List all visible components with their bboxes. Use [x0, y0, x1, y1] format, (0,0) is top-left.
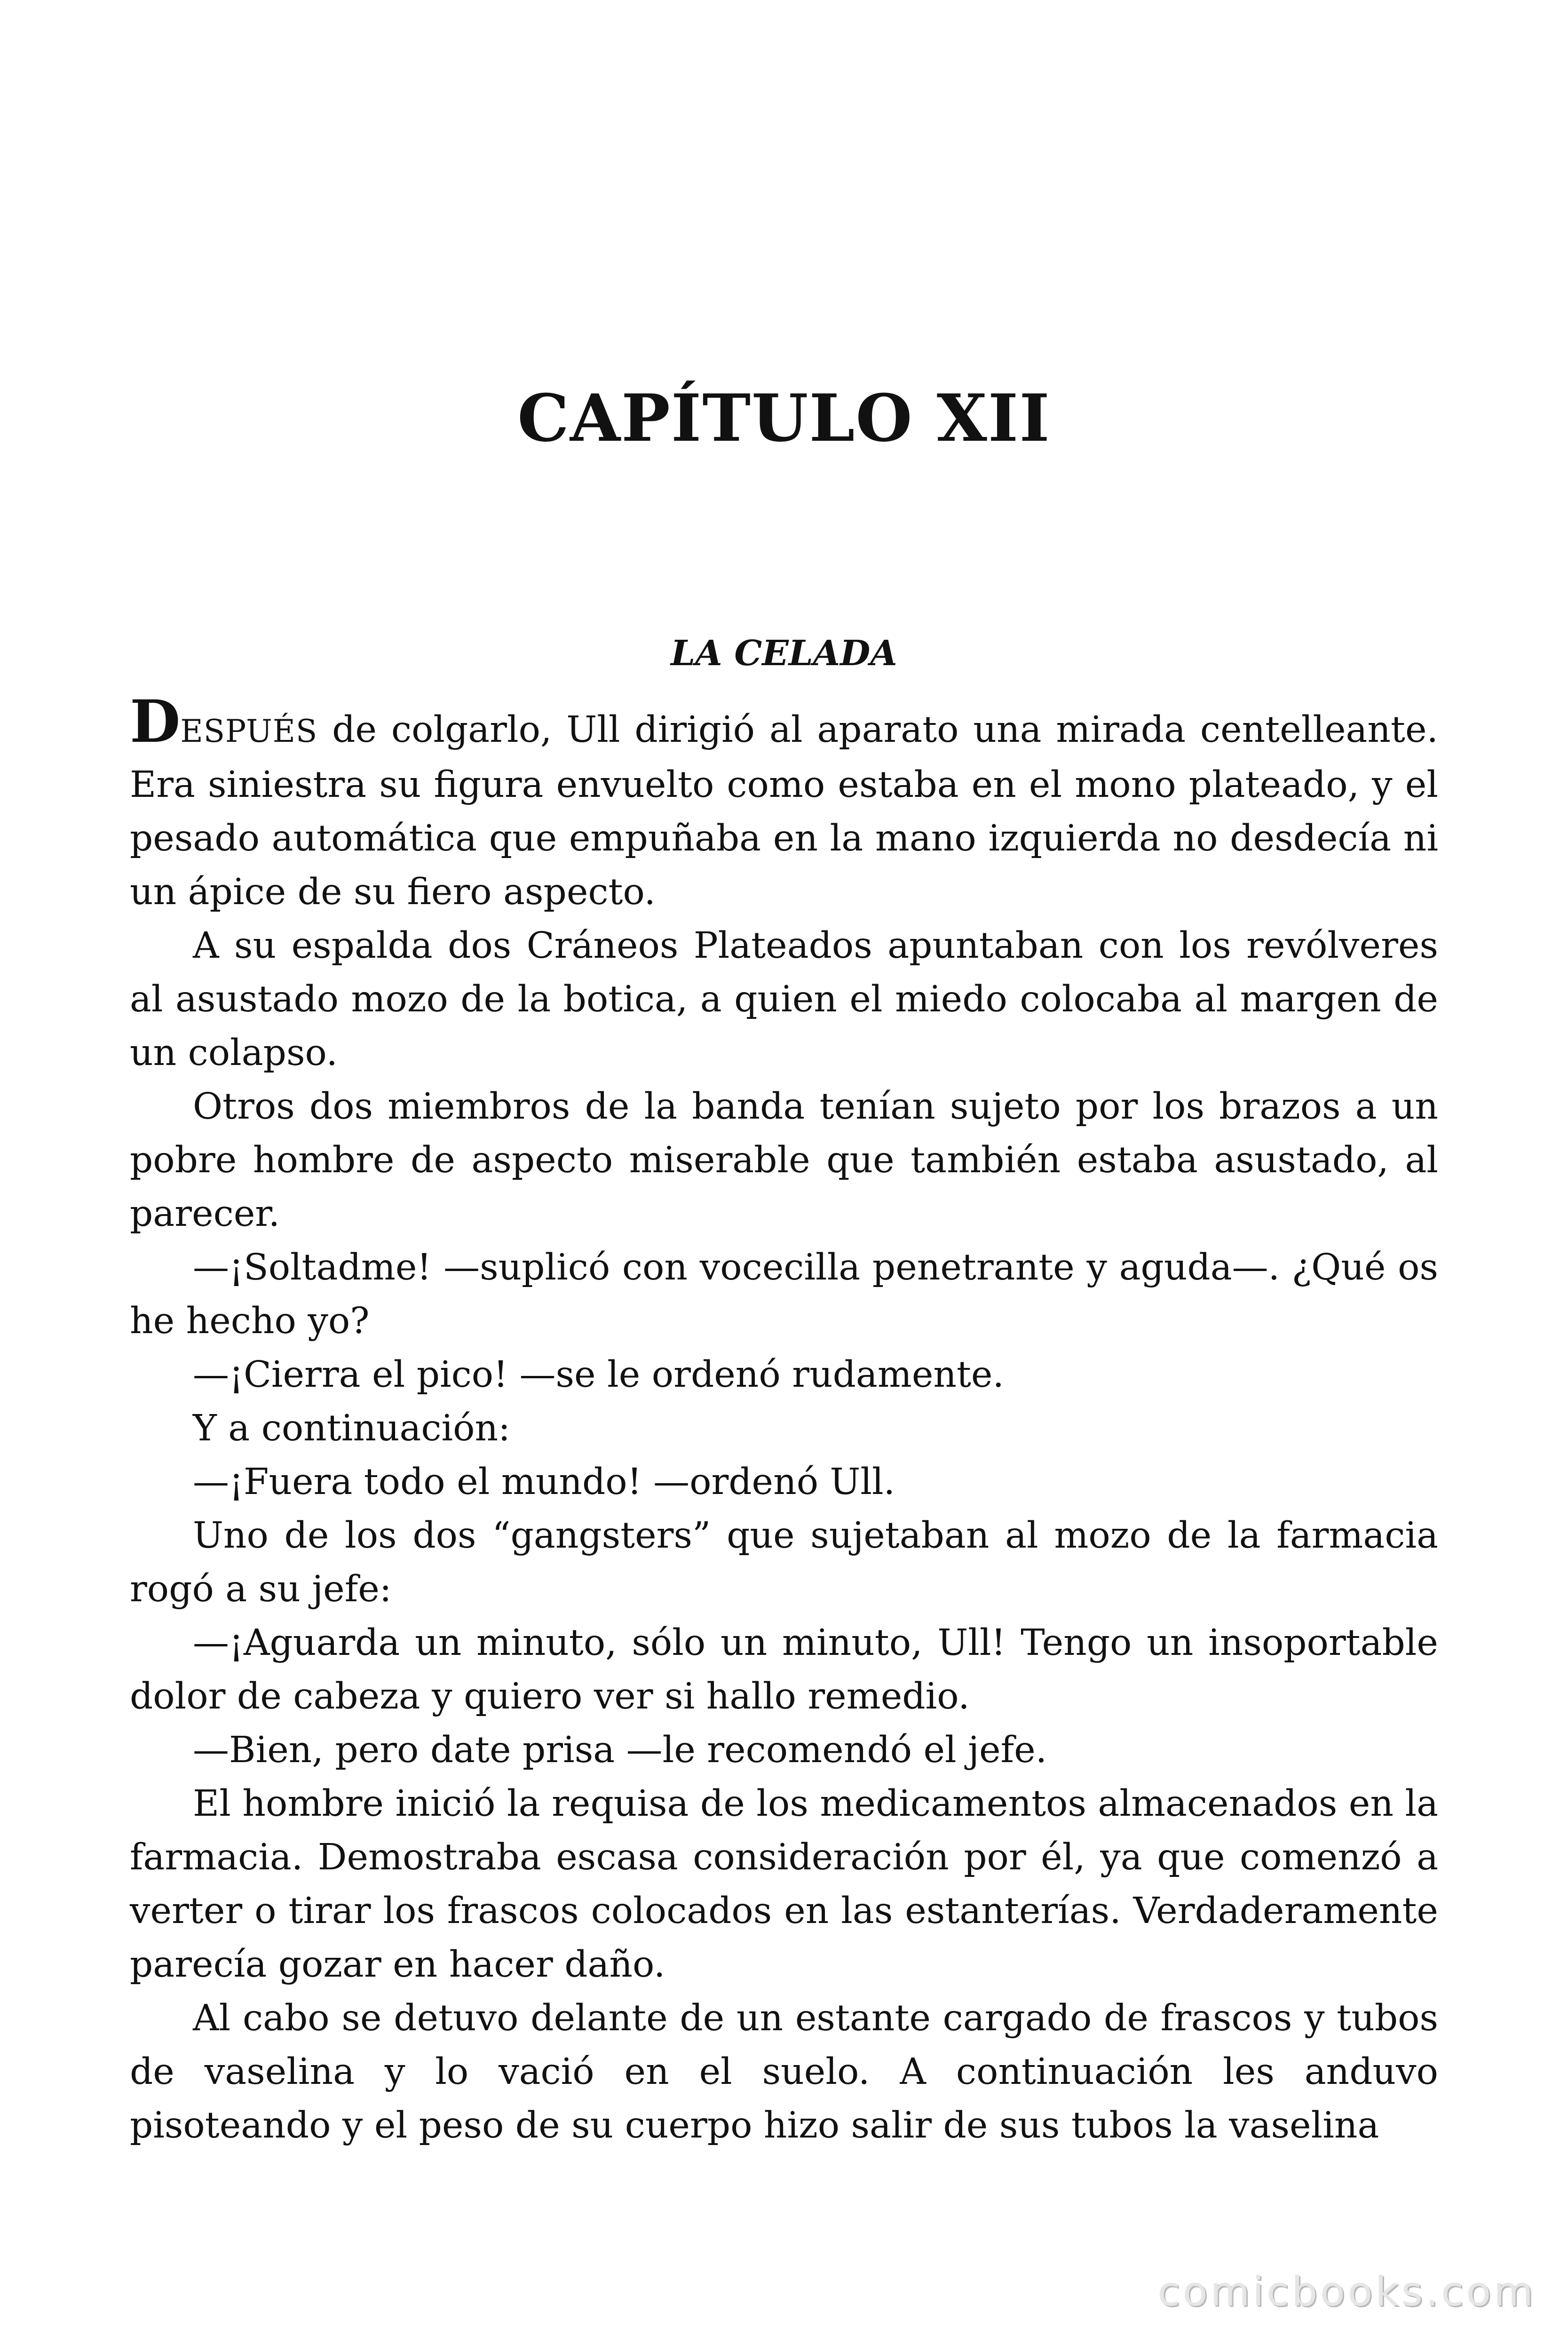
chapter-title: CAPÍTULO XII	[517, 380, 1051, 456]
small-caps-word: ESPUÉS	[180, 713, 318, 749]
paragraph-1	[130, 688, 1438, 919]
paragraph: El hombre inició la requisa de los medicamentos almacenados en la farmacia. Demostraba escasa consideración por él, ya que comenzó a verter o tirar los frascos colocados en las estanterías. Verdaderamente parecía gozar en hacer daño.	[130, 1783, 1438, 1986]
paragraph: A su espalda dos Cráneos Plateados apuntaban con los revólveres al asustado mozo de la botica, a quien el miedo colocaba al margen de un colapso.	[130, 925, 1438, 1074]
drop-cap: D	[130, 688, 181, 756]
paragraph: Al cabo se detuvo delante de un estante cargado de frascos y tubos de vaselina y lo vació en el suelo. A continuación les anduvo pisoteando y el peso de su cuerpo hizo salir de sus tubos la vaselina	[130, 1997, 1438, 2146]
paragraph: Y a continuación:	[193, 1407, 511, 1449]
paragraph: —¡Soltadme! —suplicó con vocecilla penetrante y aguda—. ¿Qué os he hecho yo?	[130, 1247, 1438, 1342]
paragraph: —¡Aguarda un minuto, sólo un minuto, Ull! Tengo un insoportable dolor de cabeza y quiero ver si hallo remedio.	[130, 1622, 1438, 1717]
watermark: comicbooks.com	[1157, 2268, 1536, 2315]
body-text	[130, 688, 1438, 2153]
paragraph: Otros dos miembros de la banda tenían sujeto por los brazos a un pobre hombre de aspecto miserable que también estaba asustado, al parecer.	[130, 1086, 1438, 1235]
paragraph: —¡Cierra el pico! —se le ordenó rudamente.	[193, 1354, 1004, 1396]
paragraph: Uno de los dos “gangsters” que sujetaban al mozo de la farmacia rogó a su jefe:	[130, 1515, 1438, 1610]
paragraph: —Bien, pero date prisa —le recomendó el jefe.	[193, 1729, 1047, 1771]
section-title: LA CELADA	[671, 633, 897, 674]
paragraph: —¡Fuera todo el mundo! —ordenó Ull.	[193, 1461, 895, 1503]
paragraph-1-text: de colgarlo, Ull dirigió al aparato una mirada centelleante. Era siniestra su figura envuelto como estaba en el mono plateado, y el pesado automática que empuñaba en la mano izquierda no desdecía ni un ápice de su fiero aspecto.	[130, 709, 1438, 913]
